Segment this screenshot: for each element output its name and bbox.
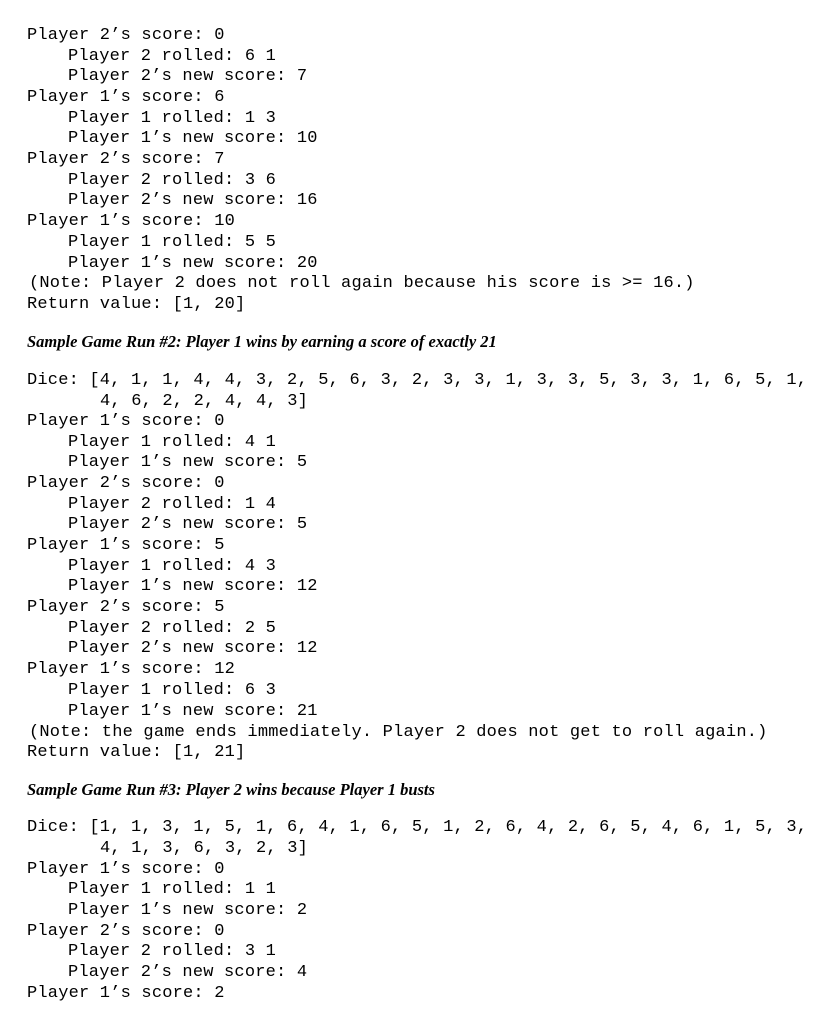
output-line: Player 2 rolled: 1 4 [68,495,277,514]
output-line: Player 1 rolled: 4 1 [68,433,277,452]
section-heading-run-3: Sample Game Run #3: Player 2 wins because Player 1 busts [27,780,435,799]
output-line: Player 1’s new score: 20 [68,254,318,273]
output-line: Player 2’s new score: 16 [68,191,318,210]
output-line: Player 1 rolled: 4 3 [68,557,277,576]
dice-line: Dice: [1, 1, 3, 1, 5, 1, 6, 4, 1, 6, 5, 1, 2, 6, 4, 2, 6, 5, 4, 6, 1, 5, 3, [27,818,808,837]
output-line: Player 1’s score: 12 [27,660,236,679]
output-line: Player 2’s new score: 12 [68,639,318,658]
output-line: Player 1’s new score: 12 [68,577,318,596]
output-line: Player 1’s score: 2 [27,984,225,1003]
output-line: Player 1’s score: 0 [27,860,225,879]
output-line: Player 2 rolled: 2 5 [68,619,277,638]
note-line: (Note: Player 2 does not roll again because his score is >= 16.) [29,274,695,293]
output-line: Player 2’s score: 5 [27,598,225,617]
output-line: Player 1 rolled: 1 1 [68,880,277,899]
output-line: Player 2’s score: 0 [27,922,225,941]
dice-line-continued: 4, 1, 3, 6, 3, 2, 3] [100,839,309,858]
output-line: Player 1 rolled: 6 3 [68,681,277,700]
return-value-line: Return value: [1, 21] [27,743,246,762]
output-line: Player 2’s score: 7 [27,150,225,169]
output-line: Player 2’s new score: 4 [68,963,308,982]
output-line: Player 1’s score: 0 [27,412,225,431]
output-line: Player 2 rolled: 3 1 [68,942,277,961]
output-line: Player 2 rolled: 6 1 [68,47,277,66]
output-line: Player 2’s score: 0 [27,26,225,45]
output-line: Player 1’s score: 5 [27,536,225,555]
dice-line: Dice: [4, 1, 1, 4, 4, 3, 2, 5, 6, 3, 2, 3, 3, 1, 3, 3, 5, 3, 3, 1, 6, 5, 1, [27,371,808,390]
output-line: Player 1’s new score: 10 [68,129,318,148]
output-line: Player 1 rolled: 5 5 [68,233,277,252]
output-line: Player 1’s new score: 2 [68,901,308,920]
dice-line-continued: 4, 6, 2, 2, 4, 4, 3] [100,392,309,411]
output-line: Player 2’s new score: 7 [68,67,308,86]
output-line: Player 1’s new score: 21 [68,702,318,721]
output-line: Player 1 rolled: 1 3 [68,109,277,128]
note-line: (Note: the game ends immediately. Player 2 does not get to roll again.) [29,723,768,742]
output-line: Player 2’s new score: 5 [68,515,308,534]
output-line: Player 1’s new score: 5 [68,453,308,472]
output-line: Player 2’s score: 0 [27,474,225,493]
return-value-line: Return value: [1, 20] [27,295,246,314]
output-line: Player 1’s score: 6 [27,88,225,107]
section-heading-run-2: Sample Game Run #2: Player 1 wins by earning a score of exactly 21 [27,332,497,351]
output-line: Player 2 rolled: 3 6 [68,171,277,190]
output-line: Player 1’s score: 10 [27,212,236,231]
